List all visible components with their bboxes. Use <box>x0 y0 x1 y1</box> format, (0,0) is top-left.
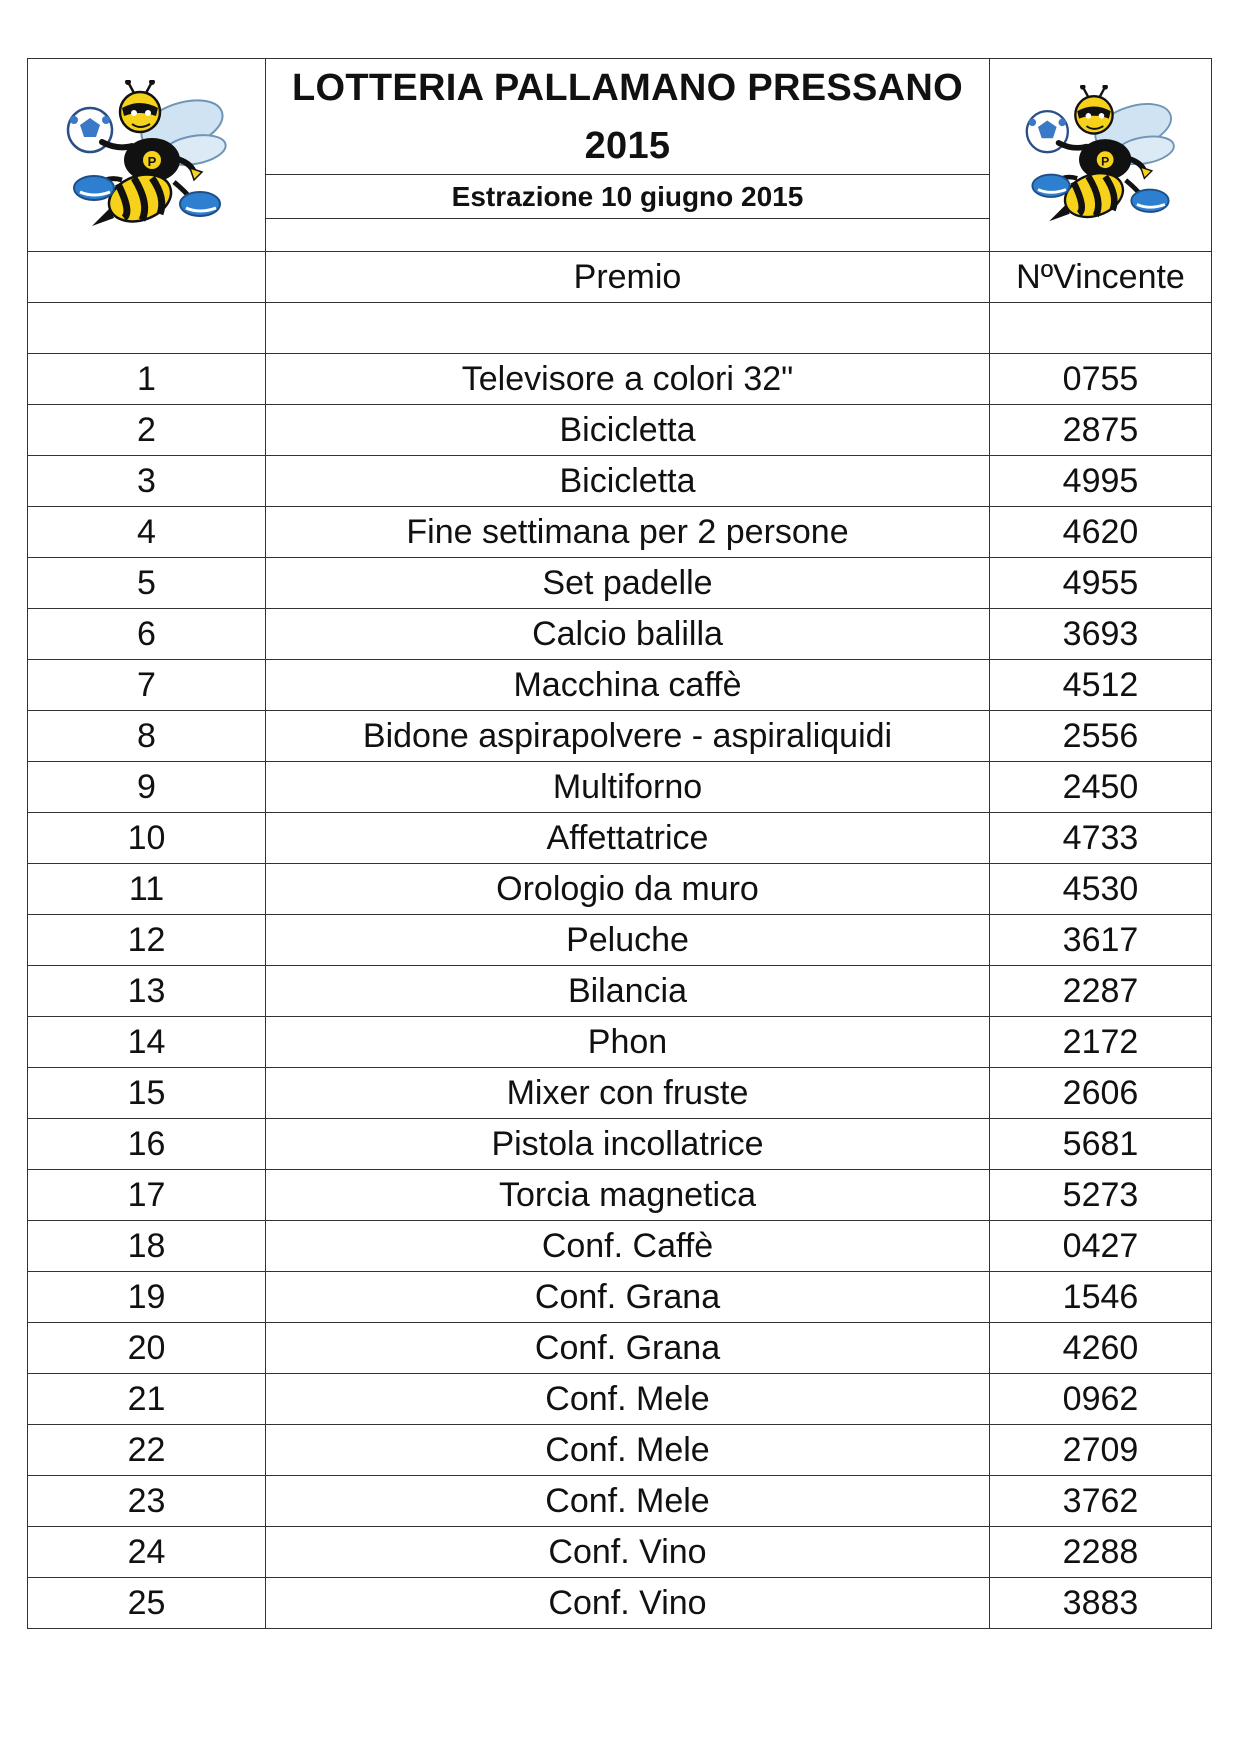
prize-name: Pistola incollatrice <box>266 1119 990 1170</box>
blank-row <box>28 303 1212 354</box>
prize-rank: 9 <box>28 762 266 813</box>
prize-name: Conf. Grana <box>266 1272 990 1323</box>
prize-name: Multiforno <box>266 762 990 813</box>
prize-rank: 4 <box>28 507 266 558</box>
prize-rank: 10 <box>28 813 266 864</box>
table-row <box>28 915 1212 966</box>
prize-rank: 15 <box>28 1068 266 1119</box>
draw-date-subtitle: Estrazione 10 giugno 2015 <box>266 175 989 219</box>
prize-name: Bicicletta <box>266 456 990 507</box>
title-line-1: LOTTERIA PALLAMANO PRESSANO <box>292 66 963 109</box>
column-header-row <box>28 252 1212 303</box>
table-row <box>28 1578 1212 1629</box>
prize-name: Mixer con fruste <box>266 1068 990 1119</box>
column-header-numero: NºVincente <box>990 252 1212 303</box>
prize-name: Torcia magnetica <box>266 1170 990 1221</box>
winning-number: 4512 <box>990 660 1212 711</box>
table-row <box>28 813 1212 864</box>
winning-number: 5273 <box>990 1170 1212 1221</box>
prize-name: Peluche <box>266 915 990 966</box>
table-row <box>28 1476 1212 1527</box>
prize-rank: 21 <box>28 1374 266 1425</box>
bee-mascot-logo-left <box>52 80 242 230</box>
winning-number: 4995 <box>990 456 1212 507</box>
prize-rank: 7 <box>28 660 266 711</box>
winning-number: 2288 <box>990 1527 1212 1578</box>
prize-name: Orologio da muro <box>266 864 990 915</box>
results-table <box>27 58 1212 1629</box>
winning-number: 0755 <box>990 354 1212 405</box>
table-row <box>28 711 1212 762</box>
prize-rank: 12 <box>28 915 266 966</box>
winning-number: 3883 <box>990 1578 1212 1629</box>
prize-rank: 20 <box>28 1323 266 1374</box>
table-row <box>28 1068 1212 1119</box>
prize-name: Conf. Mele <box>266 1476 990 1527</box>
prize-rank: 16 <box>28 1119 266 1170</box>
winning-number: 2556 <box>990 711 1212 762</box>
winning-number: 2287 <box>990 966 1212 1017</box>
winning-number: 2709 <box>990 1425 1212 1476</box>
prize-name: Affettatrice <box>266 813 990 864</box>
title-line-2: 2015 <box>584 124 671 167</box>
table-row <box>28 1425 1212 1476</box>
prize-rank: 1 <box>28 354 266 405</box>
prize-rank: 3 <box>28 456 266 507</box>
prize-name: Conf. Vino <box>266 1578 990 1629</box>
blank-cell <box>28 303 266 354</box>
prize-rank: 11 <box>28 864 266 915</box>
prize-rank: 24 <box>28 1527 266 1578</box>
prize-rows <box>28 354 1212 1629</box>
prize-rank: 18 <box>28 1221 266 1272</box>
table-row <box>28 1272 1212 1323</box>
winning-number: 2875 <box>990 405 1212 456</box>
lottery-results-sheet <box>27 58 1211 1629</box>
winning-number: 3762 <box>990 1476 1212 1527</box>
winning-number: 3693 <box>990 609 1212 660</box>
column-header-index <box>28 252 266 303</box>
prize-rank: 22 <box>28 1425 266 1476</box>
logo-right-cell <box>990 59 1212 252</box>
prize-rank: 2 <box>28 405 266 456</box>
prize-name: Conf. Vino <box>266 1527 990 1578</box>
winning-number: 4733 <box>990 813 1212 864</box>
winning-number: 2450 <box>990 762 1212 813</box>
bee-mascot-logo-right <box>1013 85 1188 225</box>
table-row <box>28 1323 1212 1374</box>
winning-number: 2606 <box>990 1068 1212 1119</box>
table-row <box>28 966 1212 1017</box>
table-row <box>28 609 1212 660</box>
prize-name: Televisore a colori 32" <box>266 354 990 405</box>
blank-cell <box>266 303 990 354</box>
prize-rank: 17 <box>28 1170 266 1221</box>
prize-name: Set padelle <box>266 558 990 609</box>
table-row <box>28 558 1212 609</box>
winning-number: 4530 <box>990 864 1212 915</box>
prize-name: Calcio balilla <box>266 609 990 660</box>
winning-number: 0962 <box>990 1374 1212 1425</box>
winning-number: 4955 <box>990 558 1212 609</box>
prize-rank: 25 <box>28 1578 266 1629</box>
column-header-premio: Premio <box>266 252 990 303</box>
table-row <box>28 456 1212 507</box>
winning-number: 3617 <box>990 915 1212 966</box>
page-title <box>266 59 989 175</box>
table-row <box>28 405 1212 456</box>
logo-left-cell <box>28 59 266 252</box>
prize-name: Conf. Mele <box>266 1374 990 1425</box>
prize-name: Bicicletta <box>266 405 990 456</box>
table-row <box>28 660 1212 711</box>
title-cell <box>266 59 990 252</box>
table-row <box>28 1119 1212 1170</box>
winning-number: 4260 <box>990 1323 1212 1374</box>
prize-rank: 13 <box>28 966 266 1017</box>
prize-name: Phon <box>266 1017 990 1068</box>
prize-rank: 6 <box>28 609 266 660</box>
prize-rank: 23 <box>28 1476 266 1527</box>
title-empty-row <box>266 219 989 251</box>
winning-number: 5681 <box>990 1119 1212 1170</box>
winning-number: 0427 <box>990 1221 1212 1272</box>
prize-name: Fine settimana per 2 persone <box>266 507 990 558</box>
prize-name: Bidone aspirapolvere - aspiraliquidi <box>266 711 990 762</box>
svg-text:P: P <box>1101 154 1110 169</box>
table-row <box>28 1170 1212 1221</box>
prize-rank: 19 <box>28 1272 266 1323</box>
blank-cell <box>990 303 1212 354</box>
winning-number: 1546 <box>990 1272 1212 1323</box>
table-row <box>28 1527 1212 1578</box>
winning-number: 4620 <box>990 507 1212 558</box>
table-row <box>28 864 1212 915</box>
prize-name: Macchina caffè <box>266 660 990 711</box>
prize-name: Conf. Mele <box>266 1425 990 1476</box>
prize-name: Bilancia <box>266 966 990 1017</box>
prize-rank: 5 <box>28 558 266 609</box>
table-row <box>28 507 1212 558</box>
table-row <box>28 354 1212 405</box>
table-row <box>28 1374 1212 1425</box>
table-row <box>28 1017 1212 1068</box>
prize-name: Conf. Caffè <box>266 1221 990 1272</box>
prize-name: Conf. Grana <box>266 1323 990 1374</box>
prize-rank: 8 <box>28 711 266 762</box>
svg-text:P: P <box>147 154 156 169</box>
table-row <box>28 762 1212 813</box>
prize-rank: 14 <box>28 1017 266 1068</box>
table-row <box>28 1221 1212 1272</box>
winning-number: 2172 <box>990 1017 1212 1068</box>
